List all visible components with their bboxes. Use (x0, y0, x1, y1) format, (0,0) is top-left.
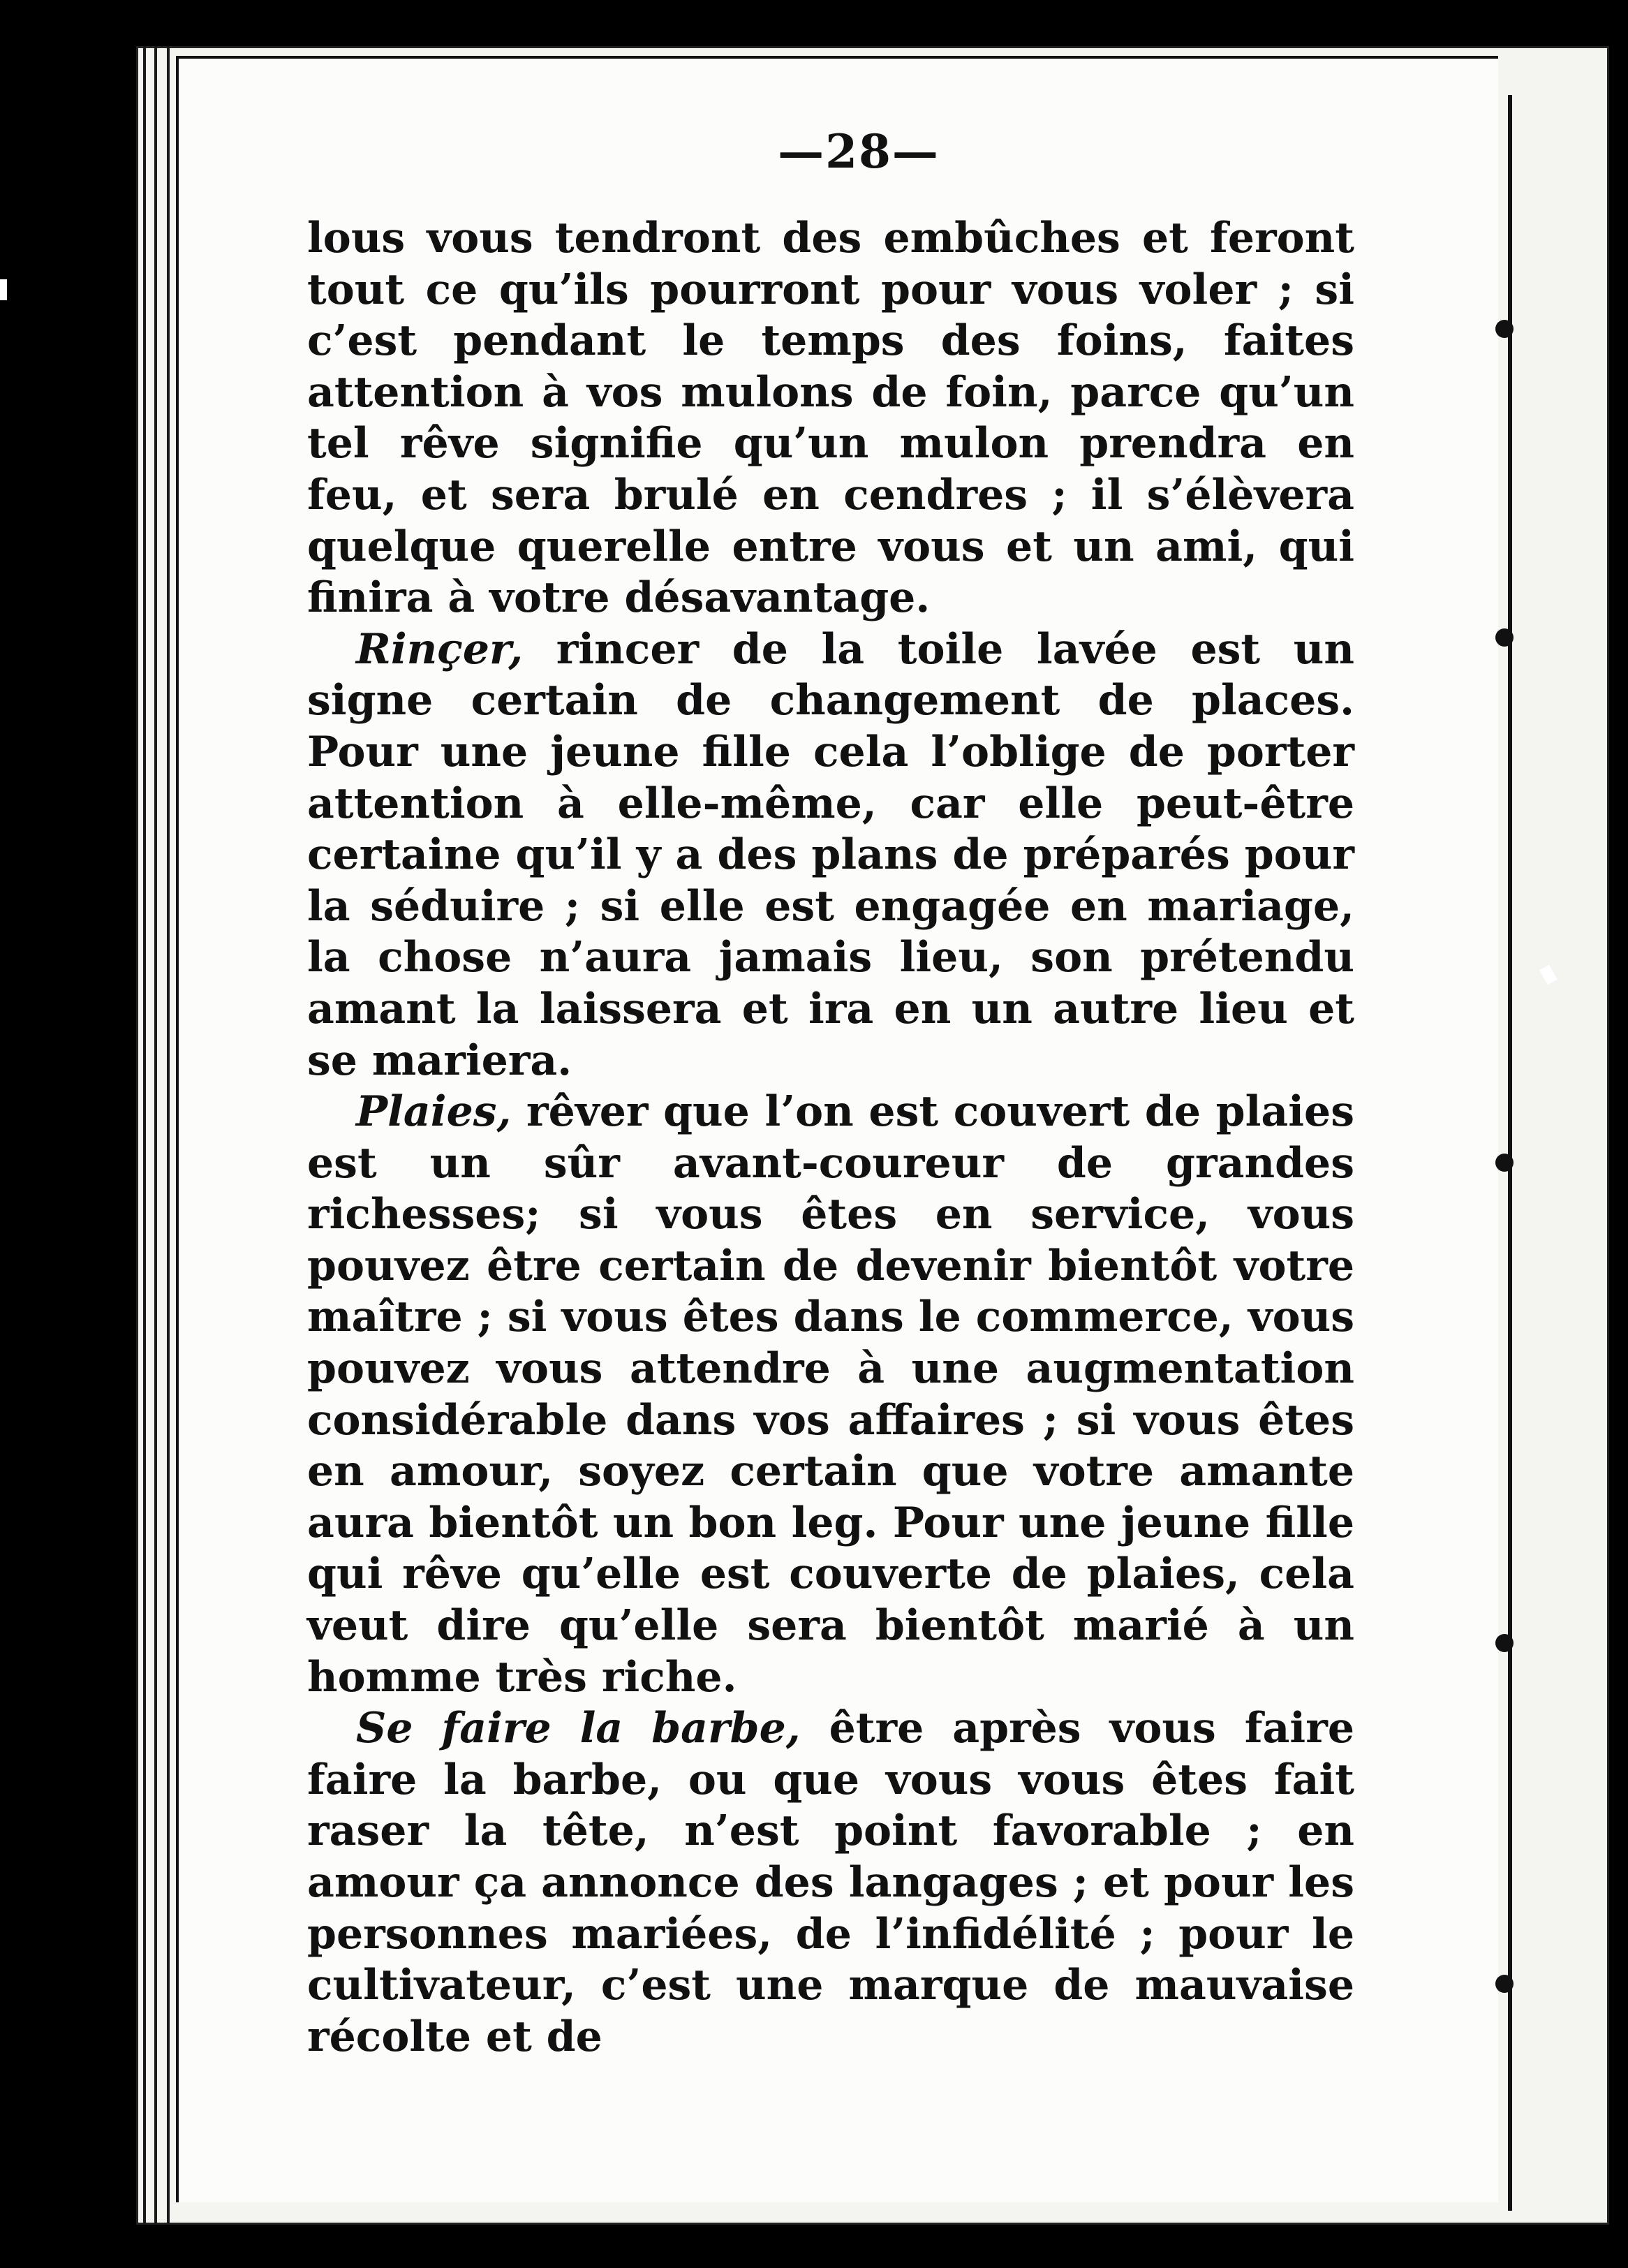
entry-se-faire-la-barbe (307, 1703, 1354, 2063)
page-edge-line (167, 46, 170, 2225)
paragraph-text: être après vous faire faire la barbe, ou que vous vous êtes fait raser la tête, n’est point favorable ; en amour ça annonce des langages ; et pour les personnes mariées, de l’infidélité ; pour le cultivateur, c’est une marque de mauvaise récolte et de (307, 1704, 1354, 2061)
paragraph-text: rêver que l’on est couvert de plaies est un sûr avant-coureur de grandes richesses; si vous êtes en service, vous pouvez être certain de devenir bientôt votre maître ; si vous êtes dans le commerce, vous pouvez vous attendre à une augmentation considérable dans vos affaires ; si vous êtes en amour, soyez certain que votre amante aura bientôt un bon leg. Pour une jeune fille qui rêve qu’elle est couverte de plaies, cela veut dire qu’elle sera bientôt marié à un homme très riche. (307, 1087, 1354, 1702)
entry-rincer (307, 624, 1354, 1087)
entry-plaies (307, 1087, 1354, 1703)
paragraph-continuation (307, 213, 1354, 624)
paragraph-text: rincer de la toile lavée est un signe certain de changement de places. Pour une jeune fille cela l’oblige de porter attention à elle-même, car elle peut-être certaine qu’il y a des plans de préparés pour la séduire ; si elle est engagée en mariage, la chose n’aura jamais lieu, son prétendu amant la laissera et ira en un autre lieu et se mariera. (307, 624, 1354, 1085)
page-edge-line (154, 46, 157, 2225)
entry-headword: Rinçer, (356, 624, 524, 674)
entry-headword: Plaies, (356, 1087, 512, 1137)
entry-headword: Se faire la barbe, (356, 1704, 801, 1753)
paragraph-text: lous vous tendront des embûches et feront tout ce qu’ils pourront pour vous voler ; si c’est pendant le temps des foins, faites attention à vos mulons de foin, parce qu’un tel rêve signifie qu’un mulon prendra en feu, et sera brulé en cendres ; il s’élèvera quelque querelle entre vous et un ami, qui finira à votre désavantage. (307, 214, 1354, 623)
binding-stitch (1495, 628, 1514, 647)
body-text (307, 213, 1354, 2063)
facing-page-edge (1508, 95, 1603, 2211)
binding-stitch (1495, 1634, 1514, 1652)
page-edge-line (143, 46, 146, 2225)
page-number: —28— (778, 124, 940, 179)
binding-stitch (1495, 1154, 1514, 1172)
margin-speck (0, 279, 7, 300)
binding-stitch (1495, 320, 1514, 338)
binding-stitch (1495, 1975, 1514, 1993)
